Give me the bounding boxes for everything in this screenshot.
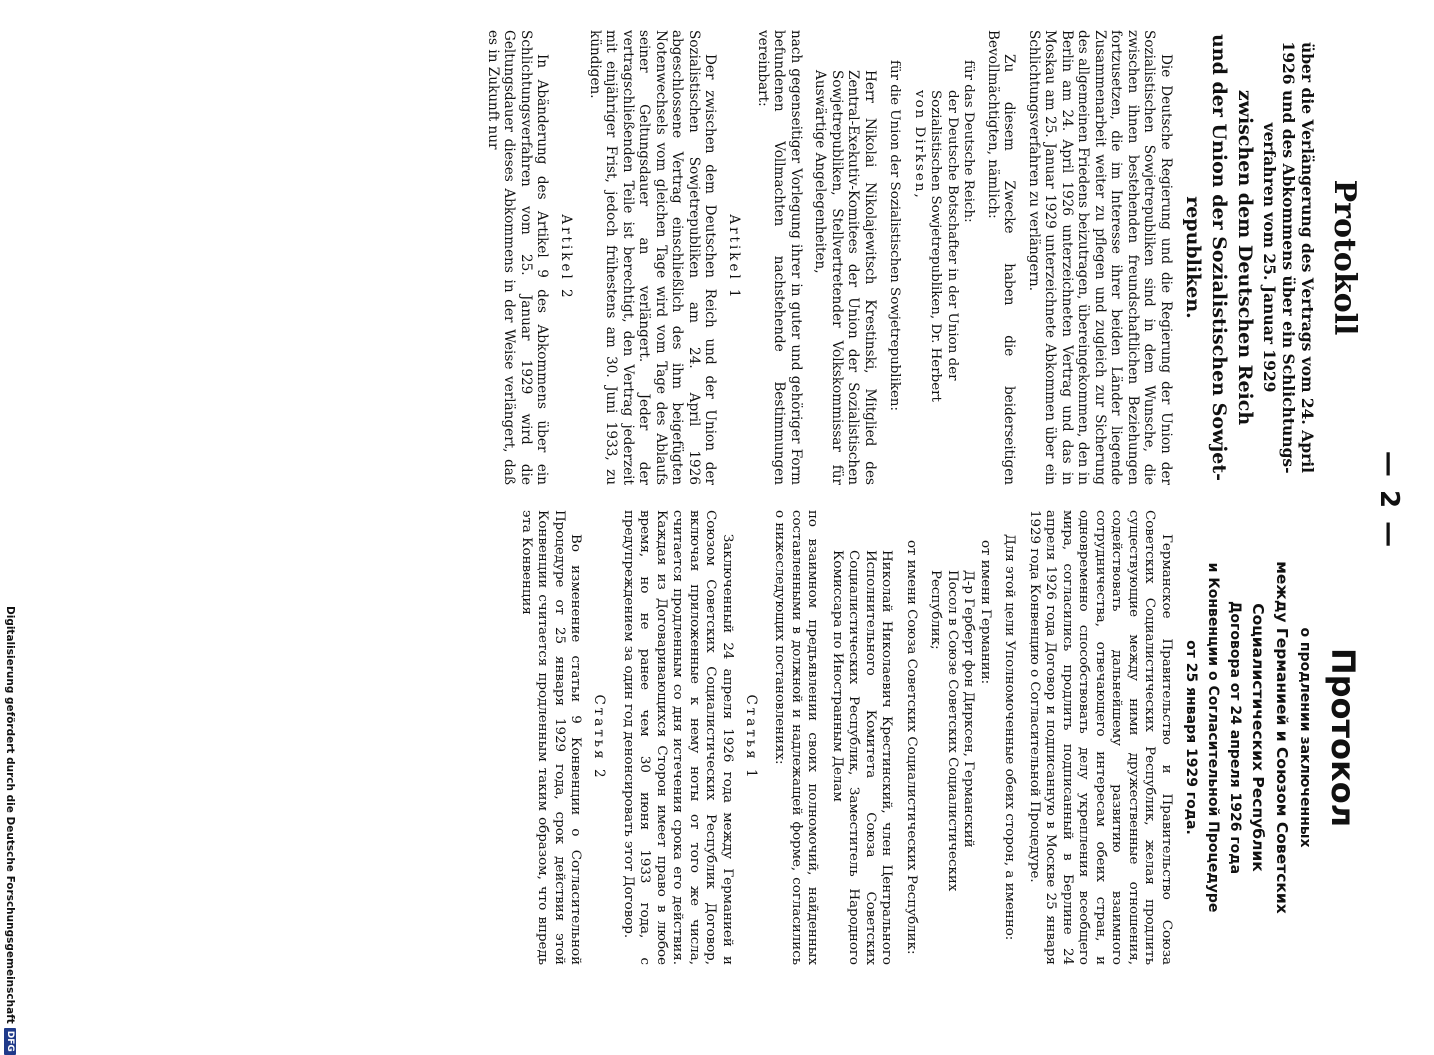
- german-union-rep: Herr Nikolai Nikolajewitsch Krestinski, Mitglied des Zentral-Exekutiv-Komitees der Union der Sozialistischen Sowjetrepubliken, Stellvertretender Volkskommissar für Auswärtige Angelegenheiten,: [812, 70, 878, 485]
- russian-subtitle-line: от 25 января 1929 года.: [1183, 640, 1199, 835]
- german-column: [485, 30, 1363, 485]
- russian-subtitle-line: Социалистических Республик: [1249, 603, 1267, 872]
- german-article1-heading: Artikel 1: [726, 214, 743, 301]
- page-number: — 2 —: [1374, 450, 1404, 550]
- german-reich-rep: Sozialistischen Sowjetrepubliken, Dr. Herbert: [928, 90, 944, 402]
- russian-title: Протокол: [1324, 647, 1362, 828]
- russian-subtitle-line: о продлении заключенных: [1297, 627, 1313, 848]
- german-for-union: für die Union der Sozialistischen Sowjetrepubliken:: [887, 60, 903, 412]
- russian-union-rep: Николай Николаевич Крестинский, член Центрального Исполнительного Комитета Союза Советских Социалистических Республик, Заместитель Народного Комиссара по Иностранным Делам: [830, 550, 895, 965]
- russian-subtitle-line: и Конвенции о Согласительной Процедуре: [1205, 562, 1221, 913]
- german-agreement: nach gegenseitiger Vorlegung ihrer in guter und gehöriger Form befundenen Vollmachten nachstehende Bestimmungen vereinbart:: [755, 30, 804, 485]
- german-article2-heading: Artikel 2: [558, 214, 575, 301]
- german-preamble: Die Deutsche Regierung und die Regierung der Union der Sozialistischen Sowjetrepubliken sind in dem Wunsche, die zwischen ihnen bestehenden freundschaftlichen Beziehungen fortzusetzen, die im Interesse ihrer beiden Länder liegende Zusammenarbeit weiter zu pflegen und zugleich zur Sicherung des allgemeinen Friedens beizutragen, übereingekommen, den in Berlin am 24. April 1926 unterzeichneten Vertrag und das in Moskau am 25. Januar 1929 unterzeichnete Abkommen über ein Schlichtungsverfahren zu verlängern.: [1026, 30, 1174, 485]
- russian-germany-rep: Посол в Союзе Советских Социалистических: [945, 570, 960, 892]
- russian-column: [518, 510, 1363, 965]
- german-reich-rep: von Dirksen,: [912, 90, 927, 200]
- russian-for-germany: от имени Германии:: [978, 540, 993, 685]
- russian-for-union: от имени Союза Советских Социалистических Республик:: [904, 540, 919, 955]
- russian-subtitle-line: между Германией и Союзом Советских: [1273, 561, 1291, 914]
- german-subtitle-line: verfahren vom 25. Januar 1929: [1260, 122, 1279, 393]
- russian-plenipotentiaries: Для этой цели Уполномоченные обеих сторон, а именно:: [1002, 534, 1018, 941]
- german-article1-text: Der zwischen dem Deutschen Reich und der Union der Sozialistischen Sowjetrepubliken am 24. April 1926 abgeschlossene Vertrag einschließlich des ihm beigefügten Notenwechsels vom gleichen Tage wird vom Tage des Ablaufs seiner Geltungsdauer an verlängert. Jeder der vertragschließenden Teile ist berechtigt, den Vertrag jederzeit mit einjähriger Frist, jedoch frühestens am 30. Juni 1933, zu kündigen.: [587, 30, 719, 485]
- russian-germany-rep: Республик;: [928, 570, 944, 650]
- german-subtitle-big: zwischen dem Deutschen Reich: [1234, 89, 1256, 426]
- russian-preamble: Германское Правительство и Правительство Союза Советских Социалистических Республик, желая продлить существующие между ними дружественные отношения, содействовать дальнейшему развитию взаимного сотрудничества, отвечающего интересам обеих стран, и одновременно способствовать делу укрепления всеобщего мира, согласились продлить подписанный в Берлине 24 апреля 1926 года Договор и подписанную в Москве 25 января 1929 года Конвенцию о Согласительной Процедуре.: [1027, 510, 1174, 965]
- german-subtitle-line: über die Verlängerung des Vertrags vom 24. April: [1298, 41, 1317, 474]
- dfg-logo-icon: DFG: [4, 1028, 16, 1055]
- russian-article2-heading: Статья 2: [591, 694, 608, 781]
- german-reich-rep: der Deutsche Botschafter in der Union der: [945, 90, 960, 381]
- russian-germany-rep: Д-р Герберт фон Дирксен, Германский: [961, 570, 977, 848]
- russian-article1-text: Заключенный 24 апреля 1926 года между Германией и Союзом Советских Социалистических Республик Договор, включая приложенные к нему ноты от того же числа, считается продленным со дня истечения срока его действия. Каждая из Договаривающихся Сторон имеет право в любое время, но не ранее чем 30 июня 1933 года, с предупреждением за один год денонсировать этот Договор.: [621, 510, 735, 965]
- german-subtitle-big: und der Union der Sozialistischen Sowjet-: [1208, 33, 1230, 482]
- german-for-reich: für das Deutsche Reich:: [961, 60, 977, 223]
- german-plenipotentiaries: Zu diesem Zwecke haben die beiderseitigen Bevollmächtigten, nämlich:: [985, 30, 1018, 485]
- russian-agreement: по взаимном предъявлении своих полномочий, найденных составленными в должной и надлежащей форме, согласились о нижеследующих постановлениях:: [772, 510, 821, 965]
- german-subtitle-line: 1926 und des Abkommens über ein Schlichtungs-: [1279, 41, 1298, 474]
- russian-article1-heading: Статья 1: [743, 694, 759, 781]
- german-subtitle-big: republiken.: [1182, 196, 1204, 319]
- digitization-footer: [2, 606, 22, 1052]
- german-title: Protokoll: [1327, 179, 1362, 336]
- german-article2-text: In Abänderung des Artikel 9 des Abkommens über ein Schlichtungsverfahren vom 25. Januar 1929 wird die Geltungsdauer dieses Abkommens in der Weise verlängert, daß es in Zukunft nur: [485, 30, 551, 485]
- footer-text: Digitalisierung gefördert durch die Deutsche Forschungsgemeinschaft: [4, 606, 16, 1024]
- russian-subtitle-line: Договора от 24 апреля 1926 года: [1227, 600, 1243, 875]
- russian-article2-text: Во изменение статьи 9 Конвенции о Согласительной Процедуре от 25 января 1929 года, срок действия этой Конвенции считается продленным таким образом, что впредь эта Конвенция: [519, 510, 584, 965]
